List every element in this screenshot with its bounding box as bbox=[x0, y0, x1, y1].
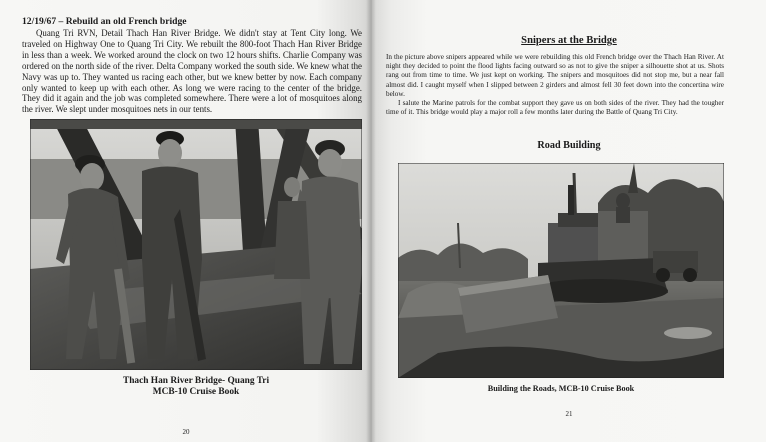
right-photo-caption: Building the Roads, MCB-10 Cruise Book bbox=[487, 384, 635, 393]
bridge-photo bbox=[30, 119, 362, 370]
road-building-photo bbox=[398, 163, 724, 378]
right-paragraph-2: I salute the Marine patrols for the combat support they gave us on both sides of the river. They had the tougher time of it. This bridge would play a major roll a few months later during the Battle of Quang Tri City. bbox=[386, 99, 724, 117]
right-paragraph-1: In the picture above snipers appeared while we were rebuilding this old French bridge over the Thach Han River. At night they decided to point the flood lights facing outward so as not to give the sniper a silhouette shot at us. Shots rang out from time to time. We just kept on working. The snipers and mosquitoes did not stop me, but a near fall almost did. I caught myself when I slipped between 2 girders and almost fell 30 feet down into the concertina wire below. bbox=[386, 53, 724, 98]
left-page-number: 20 bbox=[182, 428, 190, 436]
right-page-number: 21 bbox=[565, 410, 573, 418]
left-photo-caption bbox=[30, 376, 362, 398]
section-title: Snipers at the Bridge bbox=[521, 35, 617, 46]
left-body-text bbox=[22, 28, 362, 115]
left-caption-line-2: MCB-10 Cruise Book bbox=[152, 387, 240, 397]
left-paragraph: Quang Tri RVN, Detail Thach Han River Bridge. We didn't stay at Tent City long. We traveled on Highway One to Quang Tri City. We rebuilt the 800-foot Thach Han River Bridge in less than a week. We worked around the clock on two 12 hours shifts. Charlie Company was ordered on the north side of the river. Delta Company worked the south side. We knew what the Navy was up to. They wanted us racing each other, but we knew better by now. Each company only wanted to keep up with each other. As long we were racing to the center of the bridge. They did it again and the job was completed somewhere. There were a lot of mosquitoes along the river. We slept under mosquitoes nets in our tents. bbox=[22, 28, 362, 115]
road-building-heading: Road Building bbox=[537, 140, 601, 151]
left-caption-line-1: Thach Han River Bridge- Quang Tri bbox=[122, 376, 270, 386]
book-gutter bbox=[366, 0, 376, 442]
right-body-text bbox=[386, 53, 724, 117]
entry-title: 12/19/67 – Rebuild an old French bridge bbox=[22, 16, 187, 27]
